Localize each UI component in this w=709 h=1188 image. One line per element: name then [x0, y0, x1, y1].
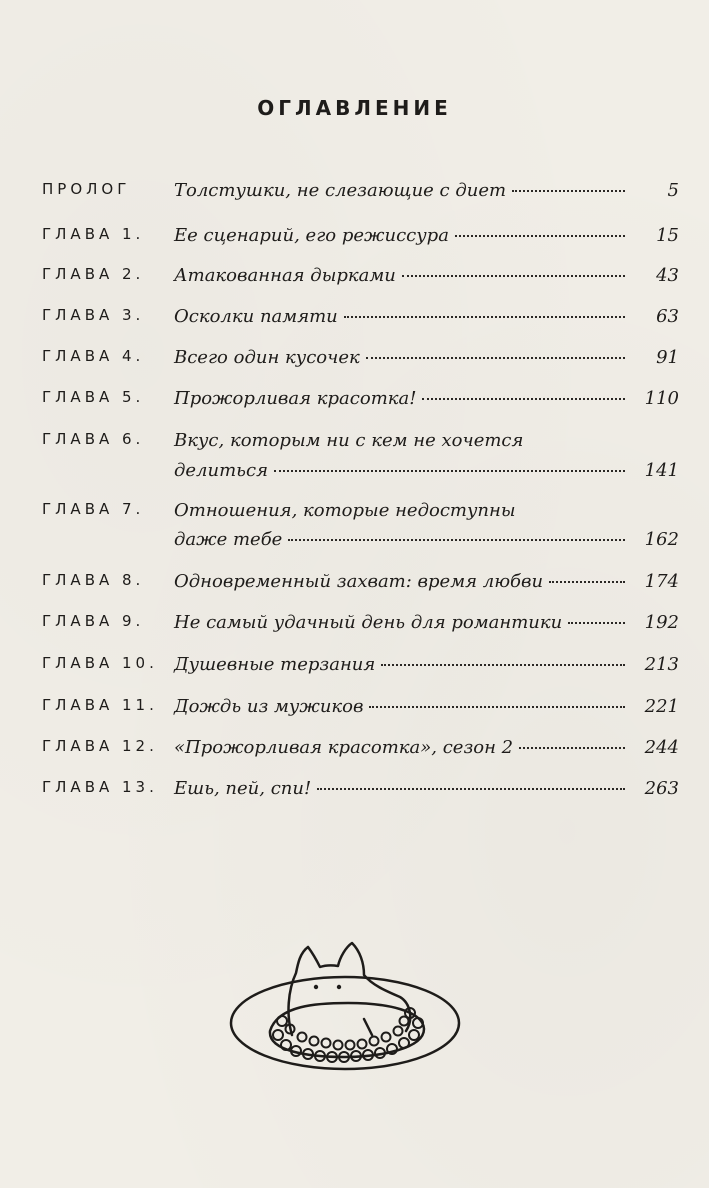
toc-entry-line — [174, 430, 631, 451]
toc-entry-line — [174, 737, 679, 758]
dot-leader — [568, 622, 625, 624]
toc-entry-page: 162 — [644, 529, 679, 550]
toc-entry-title-cont: даже тебе — [174, 529, 283, 550]
dot-leader — [512, 190, 625, 192]
dot-leader — [274, 470, 625, 472]
toc-entry-page: 221 — [644, 696, 679, 717]
toc-entry-line — [174, 612, 679, 633]
toc-entry-title: Дождь из мужиков — [174, 696, 364, 717]
toc-entry-page: 192 — [644, 612, 679, 633]
toc-entry-title: Одновременный захват: время любви — [174, 571, 544, 592]
toc-entry-line — [174, 654, 679, 675]
page-title: ОГЛАВЛЕНИЕ — [257, 96, 452, 120]
toc-entry-page: 263 — [644, 778, 679, 799]
toc-entry-label: ПРОЛОГ — [42, 180, 131, 198]
toc-entry-label: ГЛАВА 13. — [42, 778, 158, 796]
toc-entry-line — [174, 571, 679, 592]
toc-entry-line — [174, 180, 679, 201]
dot-leader — [369, 706, 625, 708]
toc-entry-page: 5 — [667, 180, 679, 201]
toc-entry-page: 141 — [644, 460, 679, 481]
toc-entry-line — [174, 225, 679, 246]
toc-entry-line — [174, 529, 679, 550]
toc-entry-page: 15 — [656, 225, 679, 246]
toc-entry-page: 63 — [656, 306, 679, 327]
toc-entry-title: Не самый удачный день для романтики — [174, 612, 563, 633]
toc-entry-title: Прожорливая красотка! — [174, 388, 417, 409]
toc-entry-title-cont: делиться — [174, 460, 268, 481]
toc-entry-title: «Прожорливая красотка», сезон 2 — [174, 737, 514, 758]
dot-leader — [288, 539, 625, 541]
dot-leader — [519, 747, 625, 749]
toc-entry-label: ГЛАВА 5. — [42, 388, 145, 406]
toc-entry-label: ГЛАВА 1. — [42, 225, 145, 243]
toc-entry-line — [174, 500, 631, 521]
toc-entry-line — [174, 460, 679, 481]
dot-leader — [455, 235, 625, 237]
toc-entry-title: Толстушки, не слезающие с диет — [174, 180, 507, 201]
toc-entry-title: Ешь, пей, спи! — [174, 778, 312, 799]
toc-entry-label: ГЛАВА 3. — [42, 306, 145, 324]
toc-entry-line — [174, 696, 679, 717]
dot-leader — [422, 398, 625, 400]
toc-entry-title: Вкус, которым ни с кем не хочется — [174, 430, 524, 451]
toc-entry-page: 244 — [644, 737, 679, 758]
toc-entry-title: Душевные терзания — [174, 654, 376, 675]
toc-entry-line — [174, 306, 679, 327]
toc-entry-label: ГЛАВА 8. — [42, 571, 145, 589]
dot-leader — [402, 275, 625, 277]
toc-entry-line — [174, 778, 679, 799]
toc-entry-line — [174, 265, 679, 286]
toc-entry-title: Ее сценарий, его режиссура — [174, 225, 449, 246]
toc-entry-page: 213 — [644, 654, 679, 675]
toc-entry-line — [174, 347, 679, 368]
dot-leader — [366, 357, 625, 359]
toc-entry-page: 110 — [644, 388, 679, 409]
dot-leader — [344, 316, 625, 318]
dot-leader — [317, 788, 625, 790]
toc-entry-label: ГЛАВА 9. — [42, 612, 145, 630]
toc-entry-label: ГЛАВА 2. — [42, 265, 145, 283]
toc-entry-label: ГЛАВА 7. — [42, 500, 145, 518]
toc-entry-label: ГЛАВА 12. — [42, 737, 158, 755]
dot-leader — [381, 664, 625, 666]
toc-entry-label: ГЛАВА 10. — [42, 654, 158, 672]
toc-entry-page: 91 — [656, 347, 679, 368]
toc-entry-label: ГЛАВА 4. — [42, 347, 145, 365]
toc-entry-label: ГЛАВА 11. — [42, 696, 158, 714]
cat-on-plate-icon — [228, 935, 462, 1085]
toc-entry-line — [174, 388, 679, 409]
toc-entry-title: Осколки памяти — [174, 306, 338, 327]
toc-entry-title: Всего один кусочек — [174, 347, 360, 368]
dot-leader — [549, 581, 625, 583]
toc-entry-page: 43 — [656, 265, 679, 286]
toc-entry-title: Отношения, которые недоступны — [174, 500, 516, 521]
toc-entry-page: 174 — [644, 571, 679, 592]
toc-entry-label: ГЛАВА 6. — [42, 430, 145, 448]
toc-entry-title: Атакованная дырками — [174, 265, 396, 286]
